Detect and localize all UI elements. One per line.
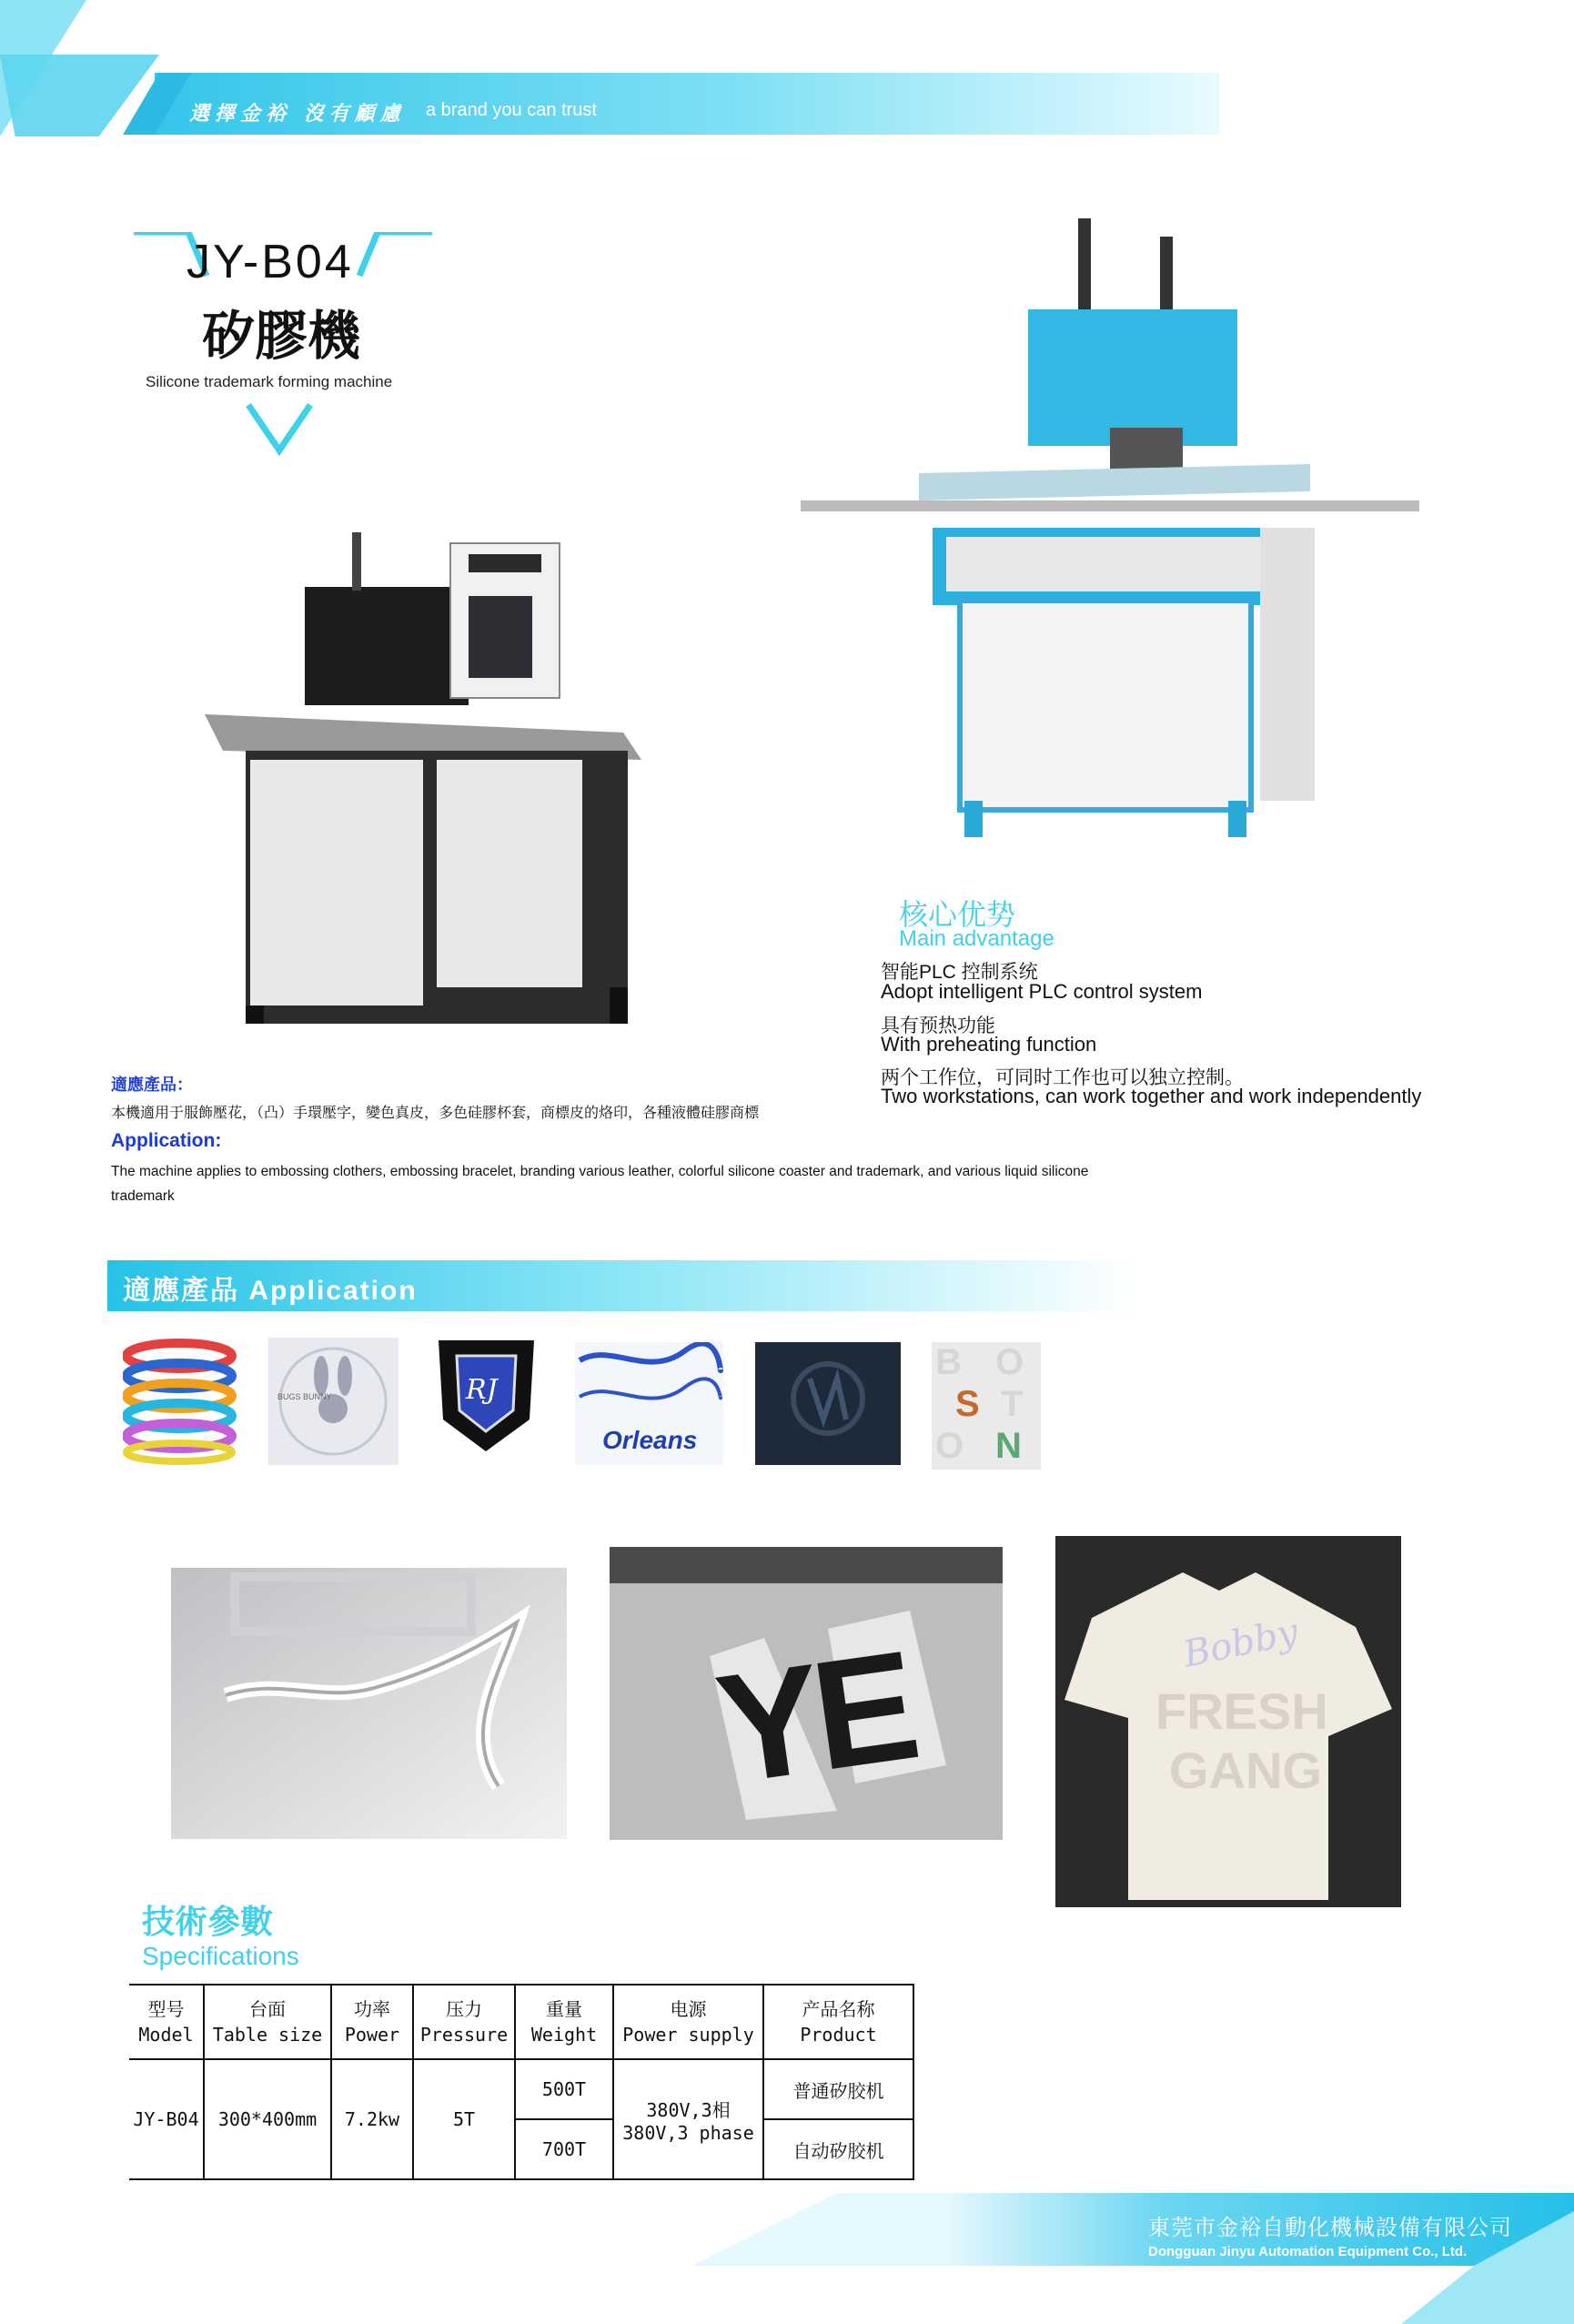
- machine-photo-2: [801, 218, 1419, 837]
- application-heading-cn: 適應產品：: [111, 1076, 193, 1094]
- shirt-text-2: GANG: [1169, 1742, 1322, 1799]
- application-bar-label: 適應產品 Application: [123, 1276, 418, 1306]
- supply-cn: 380V,3相: [646, 2098, 731, 2121]
- col-header-en: Pressure: [419, 2024, 509, 2046]
- letter-b: B: [935, 1342, 962, 1382]
- ye-text: YE: [707, 1619, 922, 1817]
- col-power: [331, 1985, 413, 2059]
- specs-heading-cn: 技術參數: [142, 1904, 274, 1941]
- col-header-en: Weight: [530, 2024, 598, 2046]
- sample-orleans: [575, 1342, 723, 1465]
- application-heading-en: Application:: [111, 1130, 222, 1151]
- cell-weight-1: 500T: [515, 2059, 613, 2119]
- col-header-cn: 型号: [147, 1998, 185, 2020]
- col-product: [763, 1985, 913, 2059]
- advantage-item-cn: 智能PLC 控制系统: [881, 962, 1038, 983]
- col-header-cn: 功率: [354, 1998, 390, 2020]
- col-header-cn: 产品名称: [802, 1998, 875, 2020]
- bunny-label: BUGS BUNNY: [277, 1392, 332, 1401]
- advantage-heading-cn: 核心优势: [899, 897, 1016, 932]
- advantage-heading-en: Main advantage: [899, 926, 1054, 951]
- supply-en: 380V,3 phase: [622, 2121, 754, 2144]
- cell-weight-2: 700T: [515, 2119, 613, 2179]
- col-model: [129, 1985, 204, 2059]
- letter-t: T: [1001, 1384, 1024, 1424]
- col-header-en: Power supply: [622, 2024, 754, 2046]
- sample-leather: [755, 1342, 901, 1465]
- model-title: JY-B04: [187, 236, 354, 288]
- col-header-en: Table size: [212, 2024, 323, 2046]
- slogan-chinese: 選擇金裕 沒有顧慮: [189, 102, 406, 126]
- col-table-size: [204, 1985, 331, 2059]
- application-text-cn: 本機適用于服飾壓花，（凸）手環壓字，變色真皮，多色硅膠杯套，商標皮的烙印，各種液體硅膠商標: [111, 1106, 760, 1121]
- cell-power: 7.2kw: [331, 2059, 413, 2179]
- sample-tshirt: [1055, 1536, 1401, 1907]
- col-power-supply: [613, 1985, 763, 2059]
- orleans-text: Orleans: [602, 1426, 698, 1454]
- cell-product-2: 自动矽胶机: [763, 2119, 913, 2179]
- sample-embossed-puma: [171, 1568, 567, 1839]
- table-header-row: [129, 1985, 913, 2059]
- col-header-cn: 台面: [249, 1998, 286, 2020]
- product-name-cn: 矽膠機: [202, 305, 361, 367]
- application-text-en: The machine applies to embossing clothers, embossing bracelet, branding various leather, colorful silicone coaster and trademark, and various liquid silicone trademark: [111, 1164, 1089, 1204]
- sample-bunny-embossed: [268, 1338, 399, 1465]
- bunny-icon: [268, 1338, 399, 1465]
- col-header-en: Power: [344, 2024, 400, 2046]
- advantage-item-cn: 具有预热功能: [881, 1015, 995, 1036]
- sample-badge: [429, 1333, 543, 1465]
- cell-pressure: 5T: [413, 2059, 515, 2179]
- col-header-cn: 压力: [446, 1998, 482, 2020]
- footer-company-en: Dongguan Jinyu Automation Equipment Co., Ltd.: [1148, 2244, 1468, 2259]
- cell-power-supply: [613, 2059, 763, 2179]
- sample-boston-letters: [932, 1342, 1041, 1470]
- advantage-item-cn: 两个工作位，可同时工作也可以独立控制。: [881, 1067, 1244, 1088]
- product-name-en: Silicone trademark forming machine: [146, 373, 393, 390]
- letter-s: S: [955, 1384, 980, 1424]
- advantage-item-en: With preheating function: [881, 1033, 1097, 1056]
- col-header-cn: 重量: [546, 1998, 582, 2020]
- advantage-item-en: Two workstations, can work together and work independently: [881, 1085, 1422, 1107]
- specs-table: [129, 1984, 914, 2180]
- col-header-en: Model: [138, 2024, 194, 2046]
- machine-photo-1: [196, 532, 651, 1024]
- cell-model: JY-B04: [129, 2059, 204, 2179]
- footer-company-cn: 東莞市金裕自動化機械設備有限公司: [1148, 2215, 1512, 2240]
- cell-product-1: 普通矽胶机: [763, 2059, 913, 2119]
- col-header-en: Product: [800, 2024, 877, 2046]
- cell-table-size: 300*400mm: [204, 2059, 331, 2179]
- letter-o: O: [995, 1342, 1024, 1382]
- monogram-text: RJ: [466, 1374, 498, 1406]
- specs-heading-en: Specifications: [142, 1942, 299, 1970]
- slogan-english: a brand you can trust: [426, 100, 597, 120]
- advantage-item-en: Adopt intelligent PLC control system: [881, 980, 1203, 1003]
- col-weight: [515, 1985, 613, 2059]
- shirt-text-1: FRESH: [1155, 1682, 1328, 1740]
- col-header-cn: 电源: [670, 1998, 707, 2020]
- shirt-script: Bobby: [1179, 1611, 1302, 1676]
- sample-ye-patch: [610, 1547, 1003, 1840]
- letter-n: N: [995, 1426, 1022, 1466]
- sample-bracelets: [123, 1338, 237, 1465]
- letter-o2: O: [935, 1426, 964, 1466]
- col-pressure: [413, 1985, 515, 2059]
- table-row: [129, 2059, 913, 2119]
